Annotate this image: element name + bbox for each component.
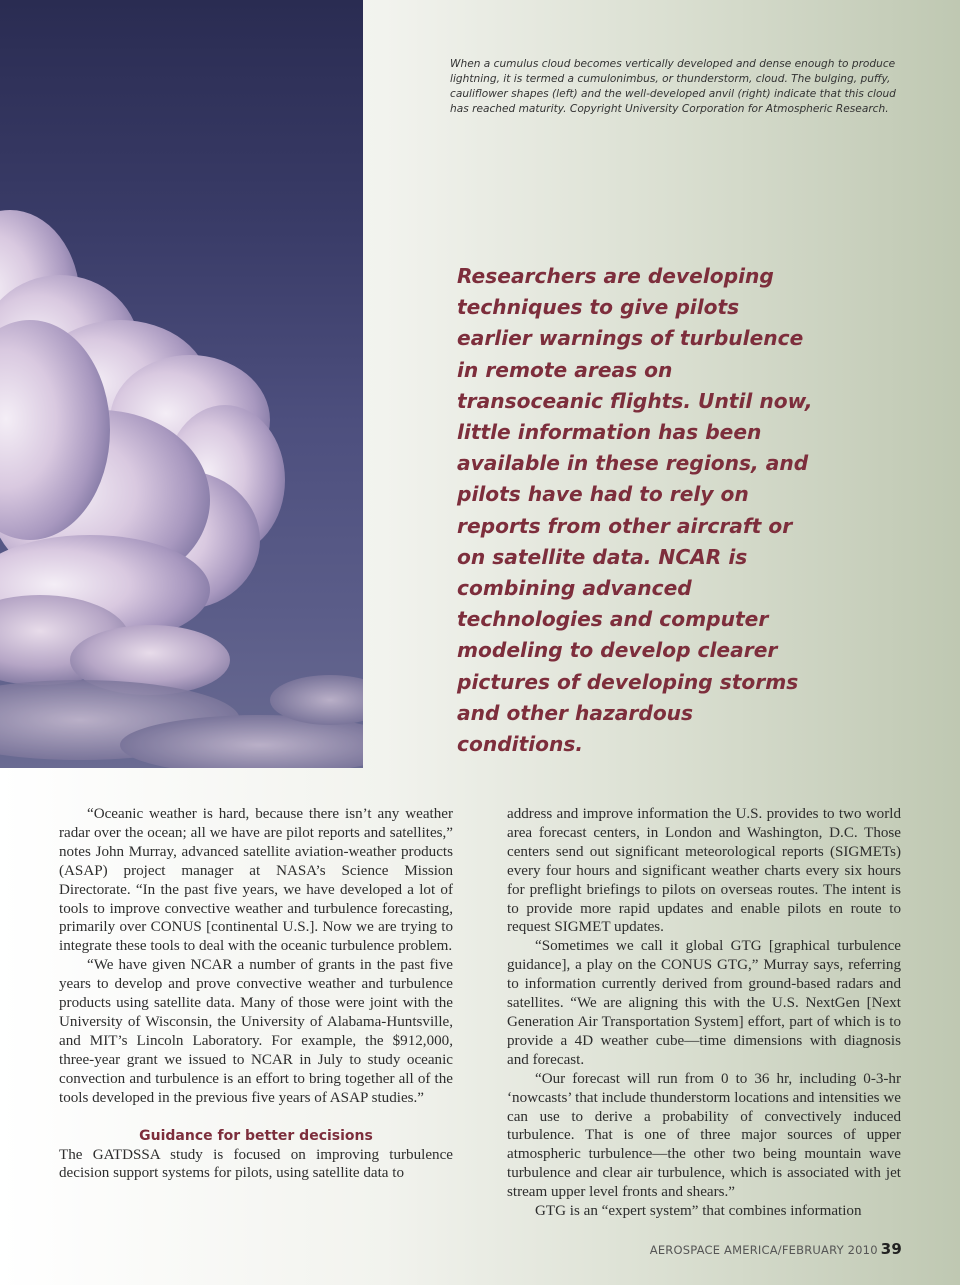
right-paragraph-4: GTG is an “expert system” that combines information xyxy=(535,1203,862,1220)
left-column xyxy=(59,805,453,1183)
right-paragraph-1: address and improve information the U.S. provides to two world area forecast centers, in London and Washington, D.C. Those centers send out significant meteorological reports (SIGMETs) every four hours and significant weather charts every six hours for preflight briefings to pilots on overseas routes. The intent is to provide more rapid updates and enable pilots en route to request SIGMET updates. xyxy=(507,806,901,936)
right-paragraph-3: “Our forecast will run from 0 to 36 hr, including 0-3-hr ‘nowcasts’ that include thunderstorm locations and intensities we can use to derive a probability of convectively induced turbulence. That is one of three major sources of upper atmospheric turbulence—the other two being mountain wave turbulence and clear air turbulence, which is associated with jet stream upper level fronts and shears.” xyxy=(507,1070,901,1201)
left-paragraph-1: “Oceanic weather is hard, because there isn’t any weather radar over the ocean; all we have are pilot reports and satellites,” notes John Murray, advanced satellite aviation-weather products (ASAP) project manager at NASA’s Science Mission Directorate. “In the past five years, we have developed a lot of tools to improve convective weather and turbulence forecasting, primarily over CONUS [continental U.S.]. Now we are trying to integrate these tools to deal with the oceanic turbulence problem. xyxy=(59,806,453,955)
left-paragraph-3: The GATDSSA study is focused on improving turbulence decision support systems for pilots, using satellite data to xyxy=(59,1146,453,1182)
section-subhead: Guidance for better decisions xyxy=(139,1127,373,1144)
photo-caption: When a cumulus cloud becomes vertically developed and dense enough to produce lightning, it is termed a cumulonimbus, or thunderstorm, cloud. The bulging, puffy, cauliflower shapes (left) and the well-developed anvil (right) indicate that this cloud has reached maturity. Copyright University Corporation for Atmospheric Research. xyxy=(450,58,896,115)
cloud-photo xyxy=(0,0,363,768)
left-paragraph-2: “We have given NCAR a number of grants in the past five years to develop and prove convective weather and turbulence products using satellite data. Many of those were joint with the University of Wisconsin, the University of Alabama-Huntsville, and MIT’s Lincoln Laboratory. For example, the $912,000, three-year grant we issued to NCAR in July to study oceanic convection and turbulence is an effort to bring together all of the tools developed in the previous five years of ASAP studies.” xyxy=(59,957,453,1106)
page-number: 39 xyxy=(880,1240,902,1258)
cloud-illustration xyxy=(0,0,363,768)
pull-quote: Researchers are developing techniques to give pilots earlier warnings of turbulence in remote areas on transoceanic flights. Until now, little information has been available in these regions, and pilots have had to rely on reports from other aircraft or on satellite data. NCAR is combining advanced technologies and computer modeling to develop clearer pictures of developing storms and other hazardous conditions. xyxy=(457,264,813,757)
publication-line: AEROSPACE AMERICA/FEBRUARY 2010 xyxy=(649,1243,878,1257)
page-footer xyxy=(650,1240,902,1258)
right-column xyxy=(507,805,901,1221)
right-paragraph-2: “Sometimes we call it global GTG [graphical turbulence guidance], a play on the CONUS GTG,” Murray says, referring to information currently derived from ground-based radars and satellites. “We are aligning this with the U.S. NextGen [Next Generation Air Transportation System] effort, part of which is to provide a 4D weather cube—time dimensions with diagnosis and forecast. xyxy=(507,938,901,1068)
